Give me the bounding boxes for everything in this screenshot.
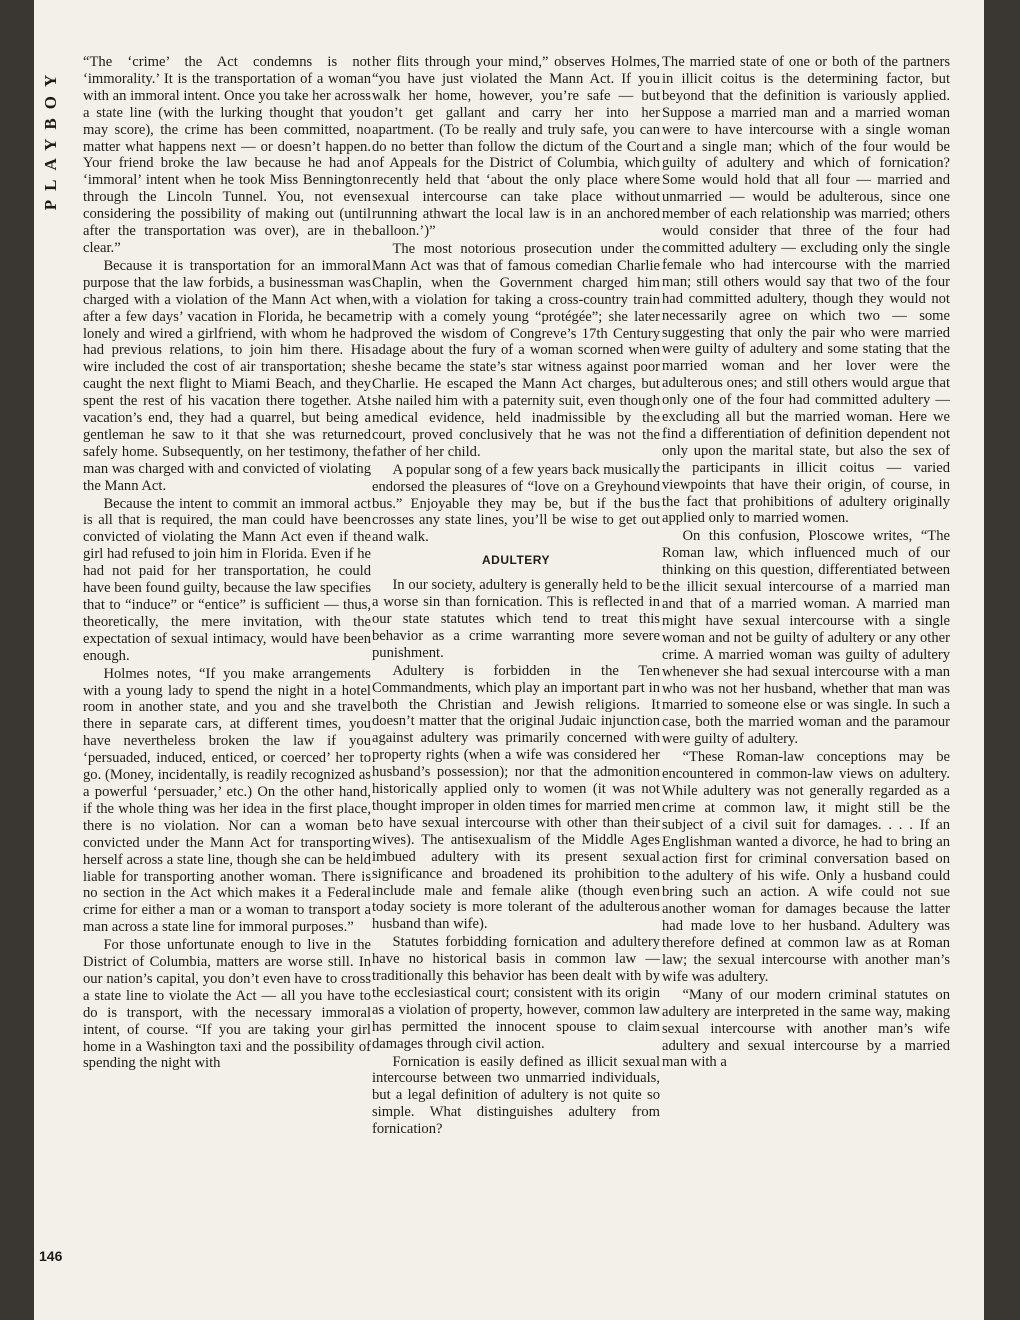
paragraph: her flits through your mind,” observes Holmes, “you have just violated the Mann Act. If you walk her home, however, you’re safe — but don’t get gallant and carry her into her apartment. (To be really and truly safe, you can do no better than follow the dictum of the Court of Appeals for the District of Columbia, which recently held that ‘about the only place where sexual intercourse can take place without running athwart the local law is in an anchored balloon.’)” bbox=[372, 54, 660, 240]
text-column-3 bbox=[662, 54, 950, 1072]
page-number: 146 bbox=[39, 1248, 63, 1264]
paragraph: “The ‘crime’ the Act condemns is not ‘immorality.’ It is the transportation of a woman with an immoral intent. Once you take her across a state line (with the lurking thought that you may score), the crime has been committed, no matter what happens next — or doesn’t happen. Your friend broke the law because he had an ‘immoral’ intent when he took Miss Bennington through the Lincoln Tunnel. You, not even considering the possibility of making out (until after the transportation was over), are in the clear.” bbox=[83, 54, 371, 256]
paragraph: For those unfortunate enough to live in the District of Columbia, matters are worse still. In our nation’s capital, you don’t even have to cross a state line to violate the Act — all you have to do is transport, with the necessary immoral intent, of course. “If you are taking your girl home in a Washington taxi and the possibility of spending the night with bbox=[83, 937, 371, 1072]
paragraph: Because it is transportation for an immoral purpose that the law forbids, a businessman was charged with a violation of the Mann Act when, after a few days’ vacation in Florida, he became lonely and wired a girlfriend, with whom he had had previous relations, to join him there. His wire included the cost of air transportation; she caught the next flight to Miami Beach, and they spent the rest of his vacation there together. At vacation’s end, they had a quarrel, but being a gentleman he saw to it that she was returned safely home. Subsequently, on her testimony, the man was charged with and convicted of violating the Mann Act. bbox=[83, 257, 371, 494]
masthead bbox=[40, 58, 62, 218]
paragraph: In our society, adultery is generally held to be a worse sin than fornication. This is reflected in our state statutes which tend to treat this behavior as a crime warranting more severe punishment. bbox=[372, 577, 660, 661]
masthead-text: PLAYBOY bbox=[41, 65, 60, 211]
paragraph: Adultery is forbidden in the Ten Commandments, which play an important part in both the Christian and Jewish religions. It doesn’t matter that the original Judaic injunction against adultery was primarily concerned with property rights (when a wife was considered her husband’s possession); nor that the admonition historically applied only to women (it was not thought improper in olden times for married men to have sexual intercourse with other than their wives). The antisexualism of the Middle Ages imbued adultery with its present sexual significance and broadened its prohibition to include male and female alike (though even today society is more tolerant of the adulterous husband than wife). bbox=[372, 662, 660, 933]
paragraph: Statutes forbidding fornication and adultery have no historical basis in common law — traditionally this behavior has been dealt with by the ecclesiastical court; consistent with its origin as a violation of property, however, common law has permitted the innocent spouse to claim damages through civil action. bbox=[372, 934, 660, 1052]
paragraph: A popular song of a few years back musically endorsed the pleasures of “love on a Greyhound bus.” Enjoyable they may be, but if the bus crosses any state lines, you’ll be wise to get out and walk. bbox=[372, 461, 660, 546]
paragraph: Fornication is easily defined as illicit sexual intercourse between two unmarried individuals, but a legal definition of adultery is not quite so simple. What distinguishes adultery from fornication? bbox=[372, 1053, 660, 1138]
section-heading: ADULTERY bbox=[482, 553, 550, 568]
paragraph: Holmes notes, “If you make arrangements with a young lady to spend the night in a hotel room in another state, and you and she travel there in separate cars, at different times, you have nevertheless broken the law if you ‘persuaded, induced, enticed, or coerced’ her to go. (Money, incidentally, is readily recognized as a powerful ‘persuader,’ etc.) On the other hand, if the whole thing was her idea in the first place, there is no violation. Nor can a woman be convicted under the Mann Act for transporting herself across a state line, though she can be held liable for transporting another woman. There is no section in the Act which makes it a Federal crime for either a man or a woman to transport a man across a state line for immoral purposes.” bbox=[83, 665, 371, 936]
text-column-1 bbox=[83, 54, 371, 1073]
text-column-2 bbox=[372, 54, 660, 1139]
paragraph: The married state of one or both of the partners in illicit coitus is the determining factor, but beyond that the definition is variously applied. Suppose a married man and a married woman were to have intercourse with a single woman and a single man; which of the four would be guilty of adultery and which of fornication? Some would hold that all four — married and unmarried — would be adulterous, since one member of each relationship was married; others would consider that three of the four had committed adultery — excluding only the single female who had intercourse with the married man; still others would say that two of the four had committed adultery, though they would not necessarily agree on which two — some suggesting that only the pair who were married were guilty of adultery and some stating that the married woman and her lover were the adulterous ones; and still others would argue that only one of the four had committed adultery — excluding all but the married woman. Here we find a differentiation of definition dependent not only upon the marital state, but also the sex of the participants in illicit coitus — varied viewpoints that have their origin, of course, in the fact that prohibitions of adultery originally applied only to married women. bbox=[662, 54, 950, 527]
paragraph: “These Roman-law conceptions may be encountered in common-law views on adultery. While adultery was not generally regarded as a crime at common law, it might still be the subject of a civil suit for damages. . . . If an Englishman wanted a divorce, he had to bring an action first for criminal conversation based on the adultery of his wife. Only a husband could bring such an action. A wife could not sue another woman for damages because the latter had made love to her husband. Adultery was therefore defined at common law as at Roman law; the sexual intercourse with another man’s wife was adultery. bbox=[662, 749, 950, 985]
paragraph: Because the intent to commit an immoral act is all that is required, the man could have been convicted of violating the Mann Act even if the girl had refused to join him in Florida. Even if he had not paid for her transportation, he could have been found guilty, because the law specifies that to “induce” or “entice” is sufficient — thus, theoretically, the mere invitation, with the expectation of sexual intimacy, would have been enough. bbox=[83, 495, 371, 664]
paragraph: The most notorious prosecution under the Mann Act was that of famous comedian Charlie Chaplin, when the Government charged him with a violation for taking a cross-country train trip with a comely young “protégée”; she later proved the wisdom of Congreve’s 17th Century adage about the fury of a woman scorned when she became the state’s star witness against poor Charlie. He escaped the Mann Act charges, but she nailed him with a paternity suit, even though medical evidence, held inadmissible by the court, proved conclusively that he was not the father of her child. bbox=[372, 240, 660, 460]
paragraph: “Many of our modern criminal statutes on adultery are interpreted in the same way, making sexual intercourse with another man’s wife adultery and sexual intercourse by a married man with a bbox=[662, 986, 950, 1071]
paragraph: On this confusion, Ploscowe writes, “The Roman law, which influenced much of our thinking on this question, differentiated between the illicit sexual intercourse of a married man and that of a married woman. A married man might have sexual intercourse with a single woman and not be guilty of adultery or any other crime. A married woman was guilty of adultery whenever she had sexual intercourse with a man who was not her husband, whether that man was married to someone else or was single. In such a case, both the married woman and the paramour were guilty of adultery. bbox=[662, 528, 950, 748]
magazine-page bbox=[34, 0, 984, 1320]
